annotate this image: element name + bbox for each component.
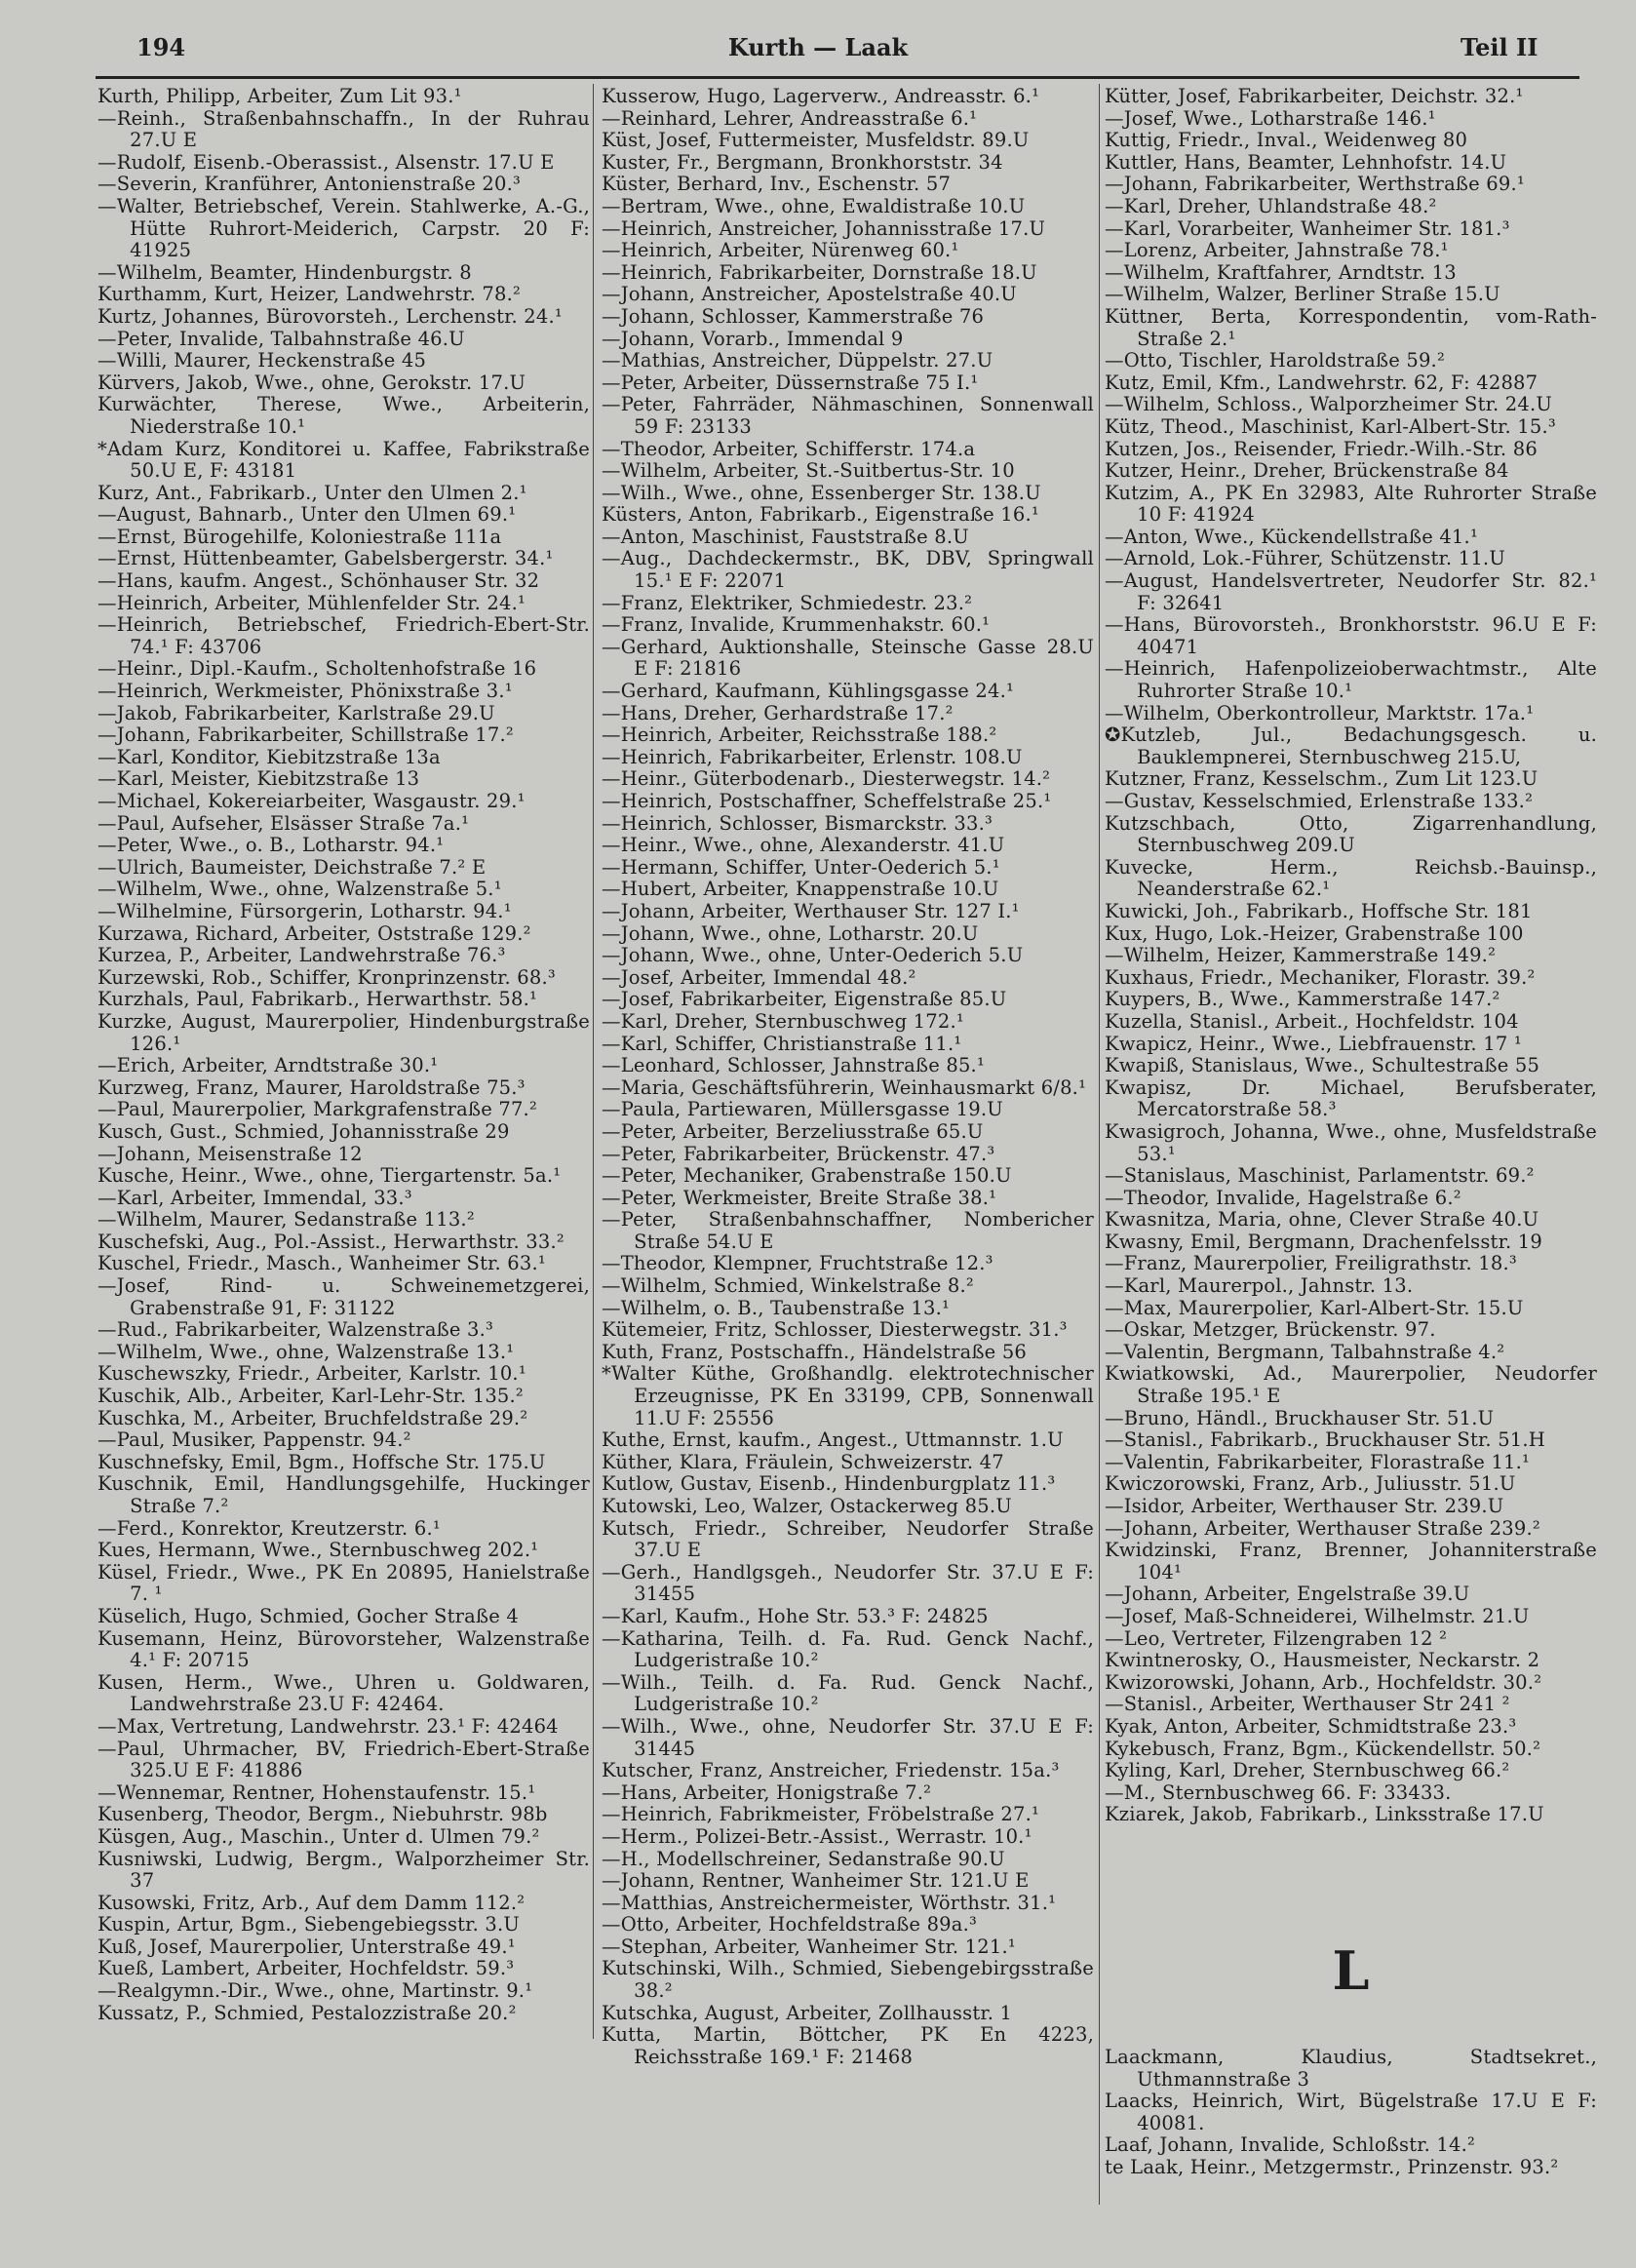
directory-entry: —Karl, Dreher, Sternbuschweg 172.¹	[602, 1009, 964, 1033]
directory-entry: —Reinhard, Lehrer, Andreasstraße 6.¹	[602, 106, 978, 130]
directory-entry: —Leonhard, Schlosser, Jahnstraße 85.¹	[602, 1054, 985, 1077]
directory-entry: Kykebusch, Franz, Bgm., Kückendellstr. 50.²	[1105, 1737, 1541, 1760]
directory-entry: Küst, Josef, Futtermeister, Musfeldstr. 89.U	[602, 129, 1030, 152]
directory-entry: Kuschnefsky, Emil, Bgm., Hoffsche Str. 175.U	[97, 1450, 546, 1473]
directory-entry: Kurtz, Johannes, Bürovorsteh., Lerchenstr. 24.¹	[97, 304, 563, 328]
directory-entry: —Paula, Partiewaren, Müllersgasse 19.U	[602, 1098, 1003, 1121]
directory-entry: —Heinr., Wwe., ohne, Alexanderstr. 41.U	[602, 834, 1005, 857]
directory-entry: —Johann, Arbeiter, Engelstraße 39.U	[1105, 1583, 1470, 1606]
directory-entry: Kurzke, August, Maurerpolier, Hindenburgstraße 126.¹	[97, 1009, 590, 1055]
directory-entry: Kuß, Josef, Maurerpolier, Unterstraße 49.¹	[97, 1935, 516, 1958]
directory-entry: —Rudolf, Eisenb.-Oberassist., Alsenstr. 17.U E	[97, 150, 555, 174]
directory-entry: —Heinrich, Fabrikmeister, Fröbelstraße 27.¹	[602, 1803, 1040, 1826]
directory-entry: Kutschinski, Wilh., Schmied, Siebengebirgsstraße 38.²	[602, 1957, 1094, 2003]
directory-entry: —Leo, Vertreter, Filzengraben 12 ²	[1105, 1626, 1448, 1650]
directory-entry: Kuschka, M., Arbeiter, Bruchfeldstraße 29.²	[97, 1406, 528, 1429]
directory-entry: Kuthe, Ernst, kaufm., Angest., Uttmannstr. 1.U	[602, 1428, 1064, 1452]
directory-entry: —Walter, Betriebschef, Verein. Stahlwerke, A.-G., Hütte Ruhrort-Meiderich, Carpstr. 20 F: 41925	[97, 194, 590, 262]
directory-entry: —Johann, Arbeiter, Werthauser Str. 127 I.¹	[602, 899, 1020, 922]
directory-entry: —Max, Maurerpolier, Karl-Albert-Str. 15.U	[1105, 1296, 1524, 1319]
directory-entry: —Karl, Meister, Kiebitzstraße 13	[97, 767, 420, 791]
directory-entry: —Aug., Dachdeckermstr., BK, DBV, Springwall 15.¹ E F: 22071	[602, 547, 1094, 593]
directory-entry: Kütter, Josef, Fabrikarbeiter, Deichstr. 32.¹	[1105, 85, 1524, 107]
directory-entry: —Johann, Meisenstraße 12	[97, 1142, 363, 1165]
directory-entry: Kusowski, Fritz, Arb., Auf dem Damm 112.²	[97, 1891, 526, 1914]
directory-entry: —Peter, Straßenbahnschaffner, Nombericher Straße 54.U E	[602, 1208, 1094, 1253]
directory-entry: Kusemann, Heinz, Bürovorsteher, Walzenstraße 4.¹ F: 20715	[97, 1626, 590, 1672]
directory-entry: —Valentin, Bergmann, Talbahnstraße 4.²	[1105, 1340, 1505, 1363]
directory-entry: —Reinh., Straßenbahnschaffn., In der Ruhrau 27.U E	[97, 106, 590, 152]
directory-entry: Küster, Berhard, Inv., Eschenstr. 57	[602, 173, 952, 196]
directory-entry: —August, Handelsvertreter, Neudorfer Str. 82.¹ F: 32641	[1105, 569, 1597, 614]
directory-entry: *Adam Kurz, Konditorei u. Kaffee, Fabrikstraße 50.U E, F: 43181	[97, 437, 590, 483]
directory-entry: Kwasigroch, Johanna, Wwe., ohne, Musfeldstraße 53.¹	[1105, 1119, 1597, 1165]
directory-entry: —Josef, Arbeiter, Immendal 48.²	[602, 965, 916, 989]
column-2	[602, 86, 1094, 2068]
directory-entry: Kwapisz, Dr. Michael, Berufsberater, Mercatorstraße 58.³	[1105, 1075, 1597, 1121]
directory-entry: Kurwächter, Therese, Wwe., Arbeiterin, Niederstraße 10.¹	[97, 393, 590, 438]
directory-entry: Küsters, Anton, Fabrikarb., Eigenstraße 16.¹	[602, 503, 1039, 527]
directory-entry: —Theodor, Arbeiter, Schifferstr. 174.a	[602, 437, 976, 460]
directory-entry: Kwiatkowski, Ad., Maurerpolier, Neudorfer Straße 195.¹ E	[1105, 1362, 1597, 1408]
directory-entry: —Johann, Schlosser, Kammerstraße 76	[602, 304, 985, 328]
directory-entry: Kutschka, August, Arbeiter, Zollhausstr. 1	[602, 2001, 1013, 2024]
directory-entry: *Walter Küthe, Großhandlg. elektrotechnischer Erzeugnisse, PK En 33199, CPB, Sonnenwall 11.U F: 25556	[602, 1362, 1094, 1429]
directory-entry: Kusserow, Hugo, Lagerverw., Andreasstr. 6.¹	[602, 85, 1040, 107]
directory-entry: Kutta, Martin, Böttcher, PK En 4223, Reichsstraße 169.¹ F: 21468	[602, 2023, 1094, 2068]
directory-entry: —Johann, Anstreicher, Apostelstraße 40.U	[602, 283, 1017, 306]
directory-entry: Kwidzinski, Franz, Brenner, Johanniterstraße 104¹	[1105, 1539, 1597, 1584]
directory-entry: —Hans, Arbeiter, Honigstraße 7.²	[602, 1780, 932, 1804]
directory-entry: —Heinrich, Fabrikarbeiter, Erlenstr. 108.U	[602, 745, 1023, 768]
directory-entry: Kutzner, Franz, Kesselschm., Zum Lit 123.U	[1105, 767, 1539, 791]
directory-entry: —Wilhelm, Maurer, Sedanstraße 113.²	[97, 1208, 475, 1232]
directory-entry: —Josef, Wwe., Lotharstraße 146.¹	[1105, 106, 1436, 130]
directory-entry: Küttner, Berta, Korrespondentin, vom-Rath-Straße 2.¹	[1105, 304, 1597, 350]
directory-entry: —Herm., Polizei-Betr.-Assist., Werrastr. 10.¹	[602, 1824, 1032, 1848]
directory-entry: Kyak, Anton, Arbeiter, Schmidtstraße 23.³	[1105, 1714, 1517, 1738]
directory-entry: Kuschefski, Aug., Pol.-Assist., Herwarthstr. 33.²	[97, 1230, 565, 1253]
directory-entry: —Wilhelm, Heizer, Kammerstraße 149.²	[1105, 944, 1497, 967]
directory-entry: —Isidor, Arbeiter, Werthauser Str. 239.U	[1105, 1495, 1504, 1517]
directory-entry: —Josef, Rind- u. Schweinemetzgerei, Grabenstraße 91, F: 31122	[97, 1274, 590, 1319]
directory-entry: —Wilh., Wwe., ohne, Neudorfer Str. 37.U E F: 31445	[602, 1714, 1094, 1760]
directory-entry: Kusniwski, Ludwig, Bergm., Walporzheimer Str. 37	[97, 1847, 590, 1893]
directory-entry: —Franz, Elektriker, Schmiedestr. 23.²	[602, 591, 973, 614]
directory-entry: —Gustav, Kesselschmied, Erlenstraße 133.²	[1105, 790, 1534, 812]
directory-entry: —M., Sternbuschweg 66. F: 33433.	[1105, 1780, 1452, 1804]
directory-entry: Kuttler, Hans, Beamter, Lehnhofstr. 14.U	[1105, 150, 1507, 174]
directory-entry: Küsel, Friedr., Wwe., PK En 20895, Hanielstraße 7. ¹	[97, 1560, 590, 1606]
directory-entry: —Jakob, Fabrikarbeiter, Karlstraße 29.U	[97, 701, 495, 724]
directory-entry: —Otto, Arbeiter, Hochfeldstraße 89a.³	[602, 1913, 978, 1936]
directory-entry: —Wilhelm, Schmied, Winkelstraße 8.²	[602, 1274, 974, 1298]
directory-entry: —Willi, Maurer, Heckenstraße 45	[97, 349, 427, 372]
directory-entry: Kussatz, P., Schmied, Pestalozzistraße 20.²	[97, 2001, 517, 2024]
directory-entry: Kutlow, Gustav, Eisenb., Hindenburgplatz 11.³	[602, 1472, 1056, 1496]
directory-entry: —Peter, Fabrikarbeiter, Brückenstr. 47.³	[602, 1142, 995, 1165]
directory-entry: —Max, Vertretung, Landwehrstr. 23.¹ F: 42464	[97, 1714, 559, 1738]
directory-entry: —Oskar, Metzger, Brückenstr. 97.	[1105, 1318, 1436, 1342]
directory-entry: —Heinrich, Werkmeister, Phönixstraße 3.¹	[97, 680, 513, 703]
directory-entry: —Matthias, Anstreichermeister, Wörthstr. 31.¹	[602, 1891, 1057, 1914]
directory-entry: —Wilhelm, o. B., Taubenstraße 13.¹	[602, 1296, 951, 1319]
directory-entry: —Wilhelm, Walzer, Berliner Straße 15.U	[1105, 283, 1500, 306]
directory-entry: —Wilhelm, Kraftfahrer, Arndtstr. 13	[1105, 260, 1457, 284]
directory-entry: —Heinrich, Betriebschef, Friedrich-Ebert-Str. 74.¹ F: 43706	[97, 613, 590, 658]
directory-entry: Kues, Hermann, Wwe., Sternbuschweg 202.¹	[97, 1539, 539, 1562]
directory-entry: —Stanislaus, Maschinist, Parlamentstr. 69.²	[1105, 1164, 1535, 1188]
directory-entry: —Otto, Tischler, Haroldstraße 59.²	[1105, 349, 1445, 372]
directory-entry: —Anton, Maschinist, Fauststraße 8.U	[602, 525, 969, 548]
directory-entry: —Wilhelm, Beamter, Hindenburgstr. 8	[97, 260, 472, 284]
directory-entry: Kurzhals, Paul, Fabrikarb., Herwarthstr. 58.¹	[97, 988, 538, 1011]
directory-entry: Kuster, Fr., Bergmann, Bronkhorststr. 34	[602, 150, 1003, 174]
directory-entry: Kyling, Karl, Dreher, Sternbuschweg 66.²	[1105, 1759, 1510, 1782]
directory-entry: —Peter, Invalide, Talbahnstraße 46.U	[97, 327, 465, 350]
directory-entry: Kutowski, Leo, Walzer, Ostackerweg 85.U	[602, 1495, 1012, 1517]
directory-entry: te Laak, Heinr., Metzgermstr., Prinzenstr. 93.²	[1105, 2155, 1559, 2178]
directory-entry: —Realgymn.-Dir., Wwe., ohne, Martinstr. 9.¹	[97, 1979, 533, 2003]
directory-entry: —Peter, Arbeiter, Berzeliusstraße 65.U	[602, 1119, 984, 1143]
directory-entry: Laaf, Johann, Invalide, Schloßstr. 14.²	[1105, 2133, 1476, 2157]
directory-entry: —Heinr., Güterbodenarb., Diesterwegstr. 14.²	[602, 767, 1051, 791]
directory-entry: Kurzawa, Richard, Arbeiter, Oststraße 129.²	[97, 921, 531, 945]
directory-entry: Kutzim, A., PK En 32983, Alte Ruhrorter Straße 10 F: 41924	[1105, 481, 1597, 527]
directory-entry: —August, Bahnarb., Unter den Ulmen 69.¹	[97, 503, 517, 527]
directory-entry: —Karl, Schiffer, Christianstraße 11.¹	[602, 1032, 962, 1055]
directory-entry: Kziarek, Jakob, Fabrikarb., Linksstraße 17.U	[1105, 1803, 1544, 1826]
directory-entry: —Wilh., Wwe., ohne, Essenberger Str. 138.U	[602, 481, 1041, 504]
directory-entry: Kurzweg, Franz, Maurer, Haroldstraße 75.³	[97, 1075, 526, 1099]
directory-entry: —Heinrich, Arbeiter, Nürenweg 60.¹	[602, 239, 959, 262]
directory-entry: —Heinrich, Arbeiter, Mühlenfelder Str. 24.¹	[97, 591, 526, 614]
directory-entry: Kütemeier, Fritz, Schlosser, Diesterwegstr. 31.³	[602, 1318, 1068, 1342]
directory-entry: —Anton, Wwe., Kückendellstraße 41.¹	[1105, 525, 1478, 548]
directory-entry: —Hermann, Schiffer, Unter-Oederich 5.¹	[602, 855, 1000, 879]
directory-entry: Kwapiß, Stanislaus, Wwe., Schultestraße 55	[1105, 1054, 1540, 1077]
directory-entry: —Stephan, Arbeiter, Wanheimer Str. 121.¹	[602, 1935, 1016, 1958]
directory-entry: —Gerhard, Auktionshalle, Steinsche Gasse 28.U E F: 21816	[602, 635, 1094, 681]
directory-entry: —Rud., Fabrikarbeiter, Walzenstraße 3.³	[97, 1318, 494, 1342]
directory-entry: —Karl, Konditor, Kiebitzstraße 13a	[97, 745, 441, 768]
directory-entry: Kwasnitza, Maria, ohne, Clever Straße 40.U	[1105, 1208, 1539, 1232]
column-3	[1105, 86, 1597, 2178]
directory-entry: Kuschel, Friedr., Masch., Wanheimer Str. 63.¹	[97, 1252, 546, 1275]
directory-entry: Kutzer, Heinr., Dreher, Brückenstraße 84	[1105, 459, 1509, 483]
directory-entry: —Peter, Fahrräder, Nähmaschinen, Sonnenwall 59 F: 23133	[602, 393, 1094, 438]
directory-entry: —Peter, Wwe., o. B., Lotharstr. 94.¹	[97, 834, 445, 857]
directory-entry: Kusenberg, Theodor, Bergm., Niebuhrstr. 98b	[97, 1803, 548, 1826]
directory-entry: —Theodor, Klempner, Fruchtstraße 12.³	[602, 1252, 993, 1275]
directory-entry: —Stanisl., Arbeiter, Werthauser Str 241 ²	[1105, 1693, 1510, 1716]
directory-entry: —Valentin, Fabrikarbeiter, Florastraße 11.¹	[1105, 1450, 1531, 1473]
directory-entry: Kuzella, Stanisl., Arbeit., Hochfeldstr. 104	[1105, 1009, 1519, 1033]
directory-entry: —Wilh., Teilh. d. Fa. Rud. Genck Nachf., Ludgeristraße 10.²	[602, 1670, 1094, 1716]
directory-entry: Kutscher, Franz, Anstreicher, Friedenstr. 15a.³	[602, 1759, 1060, 1782]
directory-entry: —Heinr., Dipl.-Kaufm., Scholtenhofstraße 16	[97, 657, 537, 681]
directory-entry: —Paul, Uhrmacher, BV, Friedrich-Ebert-Straße 325.U E F: 41886	[97, 1737, 590, 1782]
directory-entry: —Wilhelm, Wwe., ohne, Walzenstraße 5.¹	[97, 878, 502, 901]
column-1	[97, 86, 590, 2024]
directory-entry: Küsgen, Aug., Maschin., Unter d. Ulmen 79.²	[97, 1824, 540, 1848]
directory-entry: Kwizorowski, Johann, Arb., Hochfeldstr. 30.²	[1105, 1670, 1542, 1694]
directory-entry: —Ernst, Bürogehilfe, Koloniestraße 111a	[97, 525, 502, 548]
directory-entry: —Paul, Aufseher, Elsässer Straße 7a.¹	[97, 811, 470, 835]
directory-entry: Küther, Klara, Fräulein, Schweizerstr. 47	[602, 1450, 1004, 1473]
directory-entry: —Severin, Kranführer, Antonienstraße 20.³	[97, 173, 522, 196]
directory-entry: Kuxhaus, Friedr., Mechaniker, Florastr. 39.²	[1105, 965, 1536, 989]
directory-entry: Kuspin, Artur, Bgm., Siebengebiegsstr. 3.U	[97, 1913, 521, 1936]
directory-entry: —Hans, Dreher, Gerhardstraße 17.²	[602, 701, 954, 724]
directory-entry: —Johann, Rentner, Wanheimer Str. 121.U E	[602, 1869, 1030, 1893]
directory-entry: —Bertram, Wwe., ohne, Ewaldistraße 10.U	[602, 194, 1026, 217]
directory-entry: Kueß, Lambert, Arbeiter, Hochfeldstr. 59.³	[97, 1957, 515, 1980]
directory-entry: —H., Modellschreiner, Sedanstraße 90.U	[602, 1847, 1005, 1870]
directory-entry: Kwasny, Emil, Bergmann, Drachenfelsstr. 19	[1105, 1230, 1542, 1253]
directory-entry: —Wilhelm, Wwe., ohne, Walzenstraße 13.¹	[97, 1340, 515, 1363]
directory-entry: —Mathias, Anstreicher, Düppelstr. 27.U	[602, 349, 993, 372]
directory-entry: Kurzea, P., Arbeiter, Landwehrstraße 76.³	[97, 944, 506, 967]
section-letter-heading: L	[1332, 1938, 1370, 2002]
directory-entry: Kusen, Herm., Wwe., Uhren u. Goldwaren, Landwehrstraße 23.U F: 42464.	[97, 1670, 590, 1716]
directory-entry: Küselich, Hugo, Schmied, Gocher Straße 4	[97, 1604, 519, 1627]
directory-entry: —Wilhelm, Schloss., Walporzheimer Str. 24.U	[1105, 393, 1553, 416]
directory-entry: —Gerh., Handlgsgeh., Neudorfer Str. 37.U E F: 31455	[602, 1560, 1094, 1606]
directory-entry: Kurthamm, Kurt, Heizer, Landwehrstr. 78.²	[97, 283, 522, 306]
directory-entry: —Peter, Arbeiter, Düssernstraße 75 I.¹	[602, 371, 979, 394]
column-divider	[593, 84, 594, 2039]
directory-entry: Laackmann, Klaudius, Stadtsekret., Uthmannstraße 3	[1105, 2045, 1597, 2091]
directory-entry: Kurz, Ant., Fabrikarb., Unter den Ulmen 2.¹	[97, 481, 527, 504]
directory-entry: —Karl, Arbeiter, Immendal, 33.³	[97, 1186, 412, 1209]
directory-entry: —Johann, Wwe., ohne, Lotharstr. 20.U	[602, 921, 979, 945]
directory-entry: —Karl, Dreher, Uhlandstraße 48.²	[1105, 194, 1437, 217]
directory-entry: —Heinrich, Schlosser, Bismarckstr. 33.³	[602, 811, 993, 835]
directory-entry: —Heinrich, Fabrikarbeiter, Dornstraße 18.U	[602, 260, 1037, 284]
directory-entry: —Johann, Fabrikarbeiter, Schillstraße 17.²	[97, 723, 514, 747]
directory-entry: —Wilhelm, Oberkontrolleur, Marktstr. 17a.¹	[1105, 701, 1535, 724]
directory-entry: —Heinrich, Arbeiter, Reichsstraße 188.²	[602, 723, 997, 747]
directory-entry: —Heinrich, Postschaffner, Scheffelstraße 25.¹	[602, 790, 1052, 812]
directory-entry: —Johann, Fabrikarbeiter, Werthstraße 69.¹	[1105, 173, 1525, 196]
directory-entry: Kurth, Philipp, Arbeiter, Zum Lit 93.¹	[97, 85, 462, 107]
directory-entry: Kuth, Franz, Postschaffn., Händelstraße 56	[602, 1340, 1028, 1363]
directory-entry: Kwapicz, Heinr., Wwe., Liebfrauenstr. 17 ¹	[1105, 1032, 1522, 1055]
directory-entry: —Erich, Arbeiter, Arndtstraße 30.¹	[97, 1054, 439, 1077]
directory-entry: —Hans, kaufm. Angest., Schönhauser Str. 32	[97, 569, 540, 593]
directory-entry: —Arnold, Lok.-Führer, Schützenstr. 11.U	[1105, 547, 1505, 570]
directory-entry: —Peter, Werkmeister, Breite Straße 38.¹	[602, 1186, 997, 1209]
directory-entry: —Wilhelm, Arbeiter, St.-Suitbertus-Str. 10	[602, 459, 1015, 483]
directory-entry: Kuwicki, Joh., Fabrikarb., Hoffsche Str. 181	[1105, 899, 1533, 922]
running-title: Kurth — Laak	[727, 33, 909, 61]
directory-entry: —Bruno, Händl., Bruckhauser Str. 51.U	[1105, 1406, 1495, 1429]
directory-entry: —Ernst, Hüttenbeamter, Gabelsbergerstr. 34.¹	[97, 547, 554, 570]
directory-entry: —Hans, Bürovorsteh., Bronkhorststr. 96.U E F: 40471	[1105, 613, 1597, 658]
directory-entry: Kütz, Theod., Maschinist, Karl-Albert-Str. 15.³	[1105, 414, 1556, 438]
directory-entry: —Lorenz, Arbeiter, Jahnstraße 78.¹	[1105, 239, 1449, 262]
directory-entry: —Paul, Maurerpolier, Markgrafenstraße 77.²	[97, 1098, 537, 1121]
directory-entry: Kwiczorowski, Franz, Arb., Juliusstr. 51.U	[1105, 1472, 1516, 1496]
directory-entry: Laacks, Heinrich, Wirt, Bügelstraße 17.U E F: 40081.	[1105, 2090, 1597, 2134]
directory-entry: —Paul, Musiker, Pappenstr. 94.²	[97, 1428, 411, 1452]
directory-entry: —Gerhard, Kaufmann, Kühlingsgasse 24.¹	[602, 680, 1014, 703]
directory-entry: Kurzewski, Rob., Schiffer, Kronprinzenstr. 68.³	[97, 965, 556, 989]
directory-entry: —Ulrich, Baumeister, Deichstraße 7.² E	[97, 855, 487, 879]
header-rule	[96, 76, 1579, 79]
directory-entry: —Hubert, Arbeiter, Knappenstraße 10.U	[602, 878, 999, 901]
directory-entry: Kwintnerosky, O., Hausmeister, Neckarstr. 2	[1105, 1649, 1540, 1672]
column-divider	[1099, 84, 1100, 2205]
directory-entry: —Peter, Mechaniker, Grabenstraße 150.U	[602, 1164, 1012, 1188]
directory-entry: Kuttig, Friedr., Inval., Weidenweg 80	[1105, 129, 1468, 152]
page-number: 194	[136, 33, 186, 61]
directory-entry: —Michael, Kokereiarbeiter, Wasgaustr. 29.¹	[97, 790, 526, 812]
directory-entry: —Karl, Maurerpol., Jahnstr. 13.	[1105, 1274, 1414, 1298]
directory-entry: —Karl, Kaufm., Hohe Str. 53.³ F: 24825	[602, 1604, 989, 1627]
directory-entry: —Johann, Wwe., ohne, Unter-Oederich 5.U	[602, 944, 1024, 967]
directory-entry: —Johann, Vorarb., Immendal 9	[602, 327, 904, 350]
directory-entry: Kutzen, Jos., Reisender, Friedr.-Wilh.-Str. 86	[1105, 437, 1538, 460]
directory-entry: —Franz, Maurerpolier, Freiligrathstr. 18.³	[1105, 1252, 1517, 1275]
directory-entry: —Heinrich, Anstreicher, Johannisstraße 17.U	[602, 216, 1046, 240]
directory-entry: —Theodor, Invalide, Hagelstraße 6.²	[1105, 1186, 1461, 1209]
directory-entry: —Maria, Geschäftsführerin, Weinhausmarkt 6/8.¹	[602, 1075, 1087, 1099]
directory-entry: Kuschik, Alb., Arbeiter, Karl-Lehr-Str. 135.²	[97, 1385, 524, 1408]
directory-entry: —Josef, Maß-Schneiderei, Wilhelmstr. 21.U	[1105, 1604, 1530, 1627]
directory-entry: ✪Kutzleb, Jul., Bedachungsgesch. u. Bauklempnerei, Sternbuschweg 215.U,	[1105, 723, 1597, 768]
part-label: Teil II	[1461, 33, 1539, 61]
directory-entry: Kutzschbach, Otto, Zigarrenhandlung, Sternbuschweg 209.U	[1105, 811, 1597, 857]
directory-entry: Kux, Hugo, Lok.-Heizer, Grabenstraße 100	[1105, 921, 1524, 945]
directory-entry: Kusche, Heinr., Wwe., ohne, Tiergartenstr. 5a.¹	[97, 1164, 562, 1188]
directory-entry: Kürvers, Jakob, Wwe., ohne, Gerokstr. 17.U	[97, 371, 526, 394]
directory-entry: —Wennemar, Rentner, Hohenstaufenstr. 15.¹	[97, 1780, 536, 1804]
directory-entry: —Stanisl., Fabrikarb., Bruckhauser Str. 51.H	[1105, 1428, 1546, 1452]
directory-entry: —Franz, Invalide, Krummenhakstr. 60.¹	[602, 613, 991, 637]
directory-entry: —Ferd., Konrektor, Kreutzerstr. 6.¹	[97, 1516, 441, 1540]
directory-entry: Kusch, Gust., Schmied, Johannisstraße 29	[97, 1119, 510, 1143]
directory-entry: —Josef, Fabrikarbeiter, Eigenstraße 85.U	[602, 988, 1007, 1011]
directory-entry: Kutz, Emil, Kfm., Landwehrstr. 62, F: 42887	[1105, 371, 1539, 394]
directory-entry: —Wilhelmine, Fürsorgerin, Lotharstr. 94.¹	[97, 899, 512, 922]
directory-entry: Kutsch, Friedr., Schreiber, Neudorfer Straße 37.U E	[602, 1516, 1094, 1562]
directory-entry: —Johann, Arbeiter, Werthauser Straße 239.²	[1105, 1516, 1540, 1540]
directory-entry: —Karl, Vorarbeiter, Wanheimer Str. 181.³	[1105, 216, 1510, 240]
directory-entry: Kuschewszky, Friedr., Arbeiter, Karlstr. 10.¹	[97, 1362, 526, 1386]
directory-entry: —Heinrich, Hafenpolizeioberwachtmstr., Alte Ruhrorter Straße 10.¹	[1105, 657, 1597, 703]
directory-entry: Kuvecke, Herm., Reichsb.-Bauinsp., Neanderstraße 62.¹	[1105, 855, 1597, 901]
directory-entry: Kuypers, B., Wwe., Kammerstraße 147.²	[1105, 988, 1500, 1011]
directory-entry: —Katharina, Teilh. d. Fa. Rud. Genck Nachf., Ludgeristraße 10.²	[602, 1626, 1094, 1672]
directory-entry: Kuschnik, Emil, Handlungsgehilfe, Huckinger Straße 7.²	[97, 1472, 590, 1517]
